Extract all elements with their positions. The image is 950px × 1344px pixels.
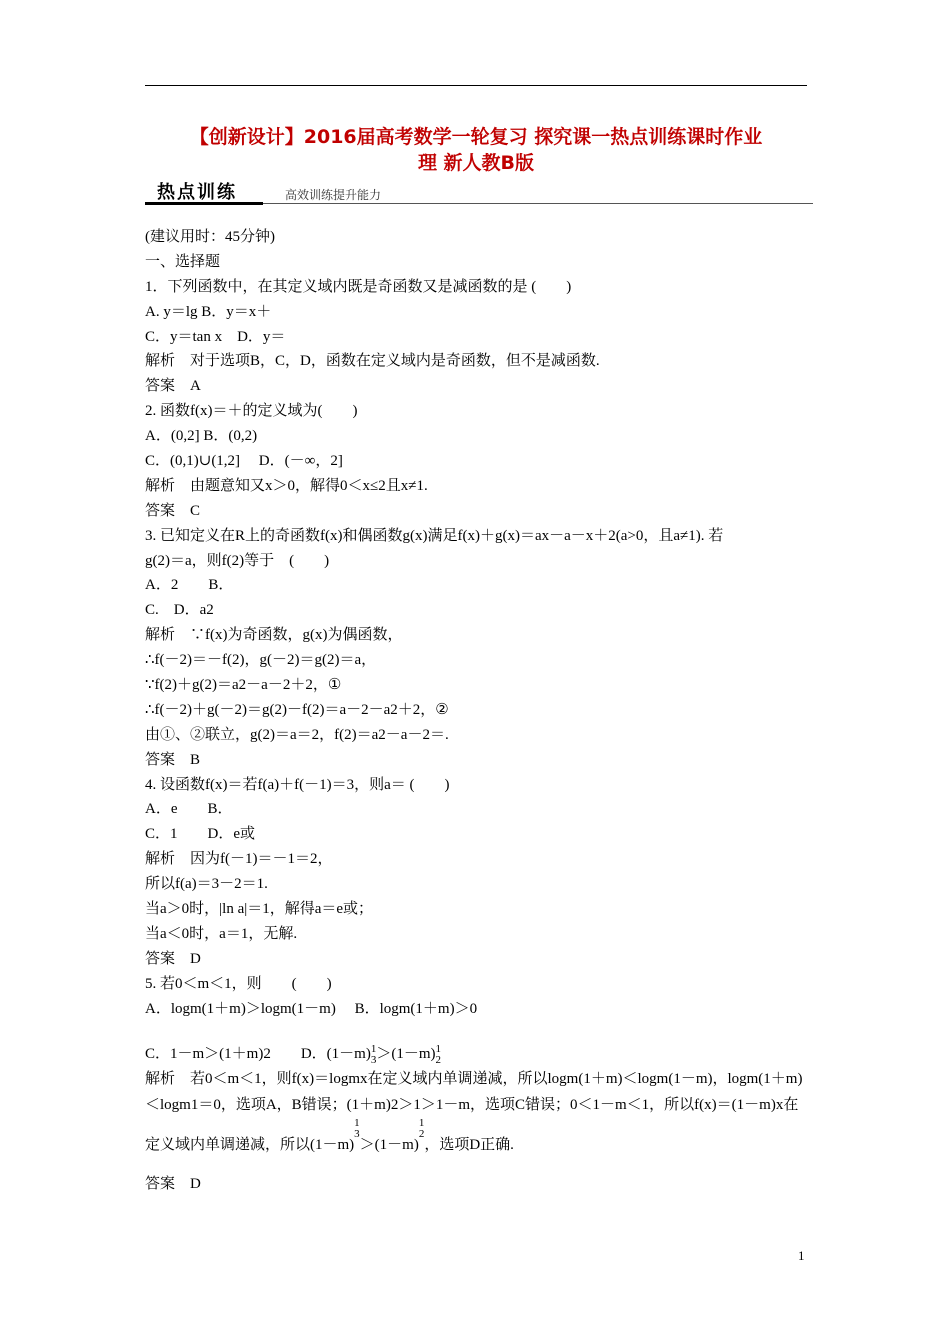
q4-analysis-3: 当a＞0时，|ln a|＝1，解得a＝e或； [145,901,374,918]
q3-options-cd: C. D．a2 [145,602,214,619]
q3-analysis-1: 解析 ∵f(x)为奇函数，g(x)为偶函数， [145,627,403,644]
q2-options-ab: A．(0,2] B．(0,2) [145,428,258,445]
part-heading: 一、选择题 [145,253,221,270]
page-title [145,124,807,176]
exponent-one-third: 1 3 [370,1042,377,1066]
q1-analysis: 解析 对于选项B，C，D，函数在定义域内是奇函数，但不是减函数. [145,353,600,370]
q3-options-ab: A．2 B． [145,577,234,594]
section-header [145,178,813,206]
q5-answer: 答案 D [145,1175,201,1192]
q3-analysis-3: ∵f(2)＋g(2)＝a2－a－2＋2，① [145,677,342,694]
top-rule [145,85,807,86]
q4-analysis-2: 所以f(a)＝3－2＝1. [145,876,268,893]
question-2: 2. 函数f(x)＝＋的定义域为( ) [145,403,358,420]
q3-analysis-2: ∴f(－2)＝－f(2)，g(－2)＝g(2)＝a， [145,652,377,669]
q5-options-cd [145,1022,810,1066]
q3-analysis-5: 由①、②联立，g(2)＝a＝2，f(2)＝a2－a－2＝. [145,726,449,743]
q2-analysis: 解析 由题意知又x＞0，解得0＜x≤2且x≠1. [145,477,428,494]
section-rule-bold [145,202,263,205]
q4-options-ab: A．e B． [145,801,233,818]
question-1: 1．下列函数中，在其定义域内既是奇函数又是减函数的是 ( ) [145,278,572,295]
q5-options-ab: A．logm(1＋m)＞logm(1－m) B．logm(1＋m)＞0 [145,1000,478,1017]
q5-analysis: 解析 若0＜m＜1，则f(x)＝logmx在定义域内单调递减，所以logm(1＋m)＜logm(1－m)，logm(1＋m)＜logm1＝0，选项A，B错误；(1＋m)2＞1＞1－m，选项C错误；0＜1－m＜1，所以f(x)＝(1－m)x在定义域内单调递减，所以(1－m) 1 3 ＞(1－m) 1 2 ，选项D正确. [145,1070,803,1153]
question-5: 5. 若0＜m＜1，则 ( ) [145,975,332,992]
question-4: 4. 设函数f(x)＝若f(a)＋f(－1)＝3，则a＝ ( ) [145,776,450,793]
q2-options-cd: C．(0,1)∪(1,2] D．(－∞，2] [145,453,343,470]
exponent-one-half: 1 2 [435,1042,441,1066]
title-line-2: 理 新人教B版 [417,152,535,174]
exponent-one-third-2: 1 3 [354,1116,360,1140]
exercise-body [145,225,810,1196]
q4-analysis-1: 解析 因为f(－1)＝－1＝2， [145,851,333,868]
q4-analysis-4: 当a＜0时，a＝1，无解. [145,925,298,942]
q2-answer: 答案 C [145,502,201,519]
q3-answer: 答案 B [145,751,201,768]
q1-answer: 答案 A [145,378,201,395]
section-subtitle: 高效训练提升能力 [285,188,382,202]
section-rule-thin [263,203,813,204]
q3-analysis-4: ∴f(－2)＋g(－2)＝g(2)－f(2)＝a－2－a2＋2，② [145,701,449,718]
q4-options-cd: C．1 D．e或 [145,826,255,843]
q1-options-ab: A. y＝lg B．y＝x＋ [145,303,272,320]
question-3-line-1: 3. 已知定义在R上的奇函数f(x)和偶函数g(x)满足f(x)＋g(x)＝ax－a－x＋2(a>0，且a≠1). 若 [145,527,724,544]
q5-option-d-cont: ＞(1－m) [376,1045,436,1062]
q1-options-cd: C．y＝tan x D．y＝ [145,328,286,345]
page-number: 1 [798,1248,805,1263]
title-line-1: 【创新设计】2016届高考数学一轮复习 探究课一热点训练课时作业 [189,126,763,148]
q4-answer: 答案 D [145,950,201,967]
section-label: 热点训练 [157,182,237,203]
exponent-one-half-2: 1 2 [418,1116,425,1140]
suggested-time: (建议用时：45分钟) [145,229,275,245]
q5-option-cd-text: C．1－m＞(1＋m)2 D．(1－m) [145,1045,371,1062]
question-3-line-2: g(2)＝a，则f(2)等于 ( ) [145,552,330,569]
